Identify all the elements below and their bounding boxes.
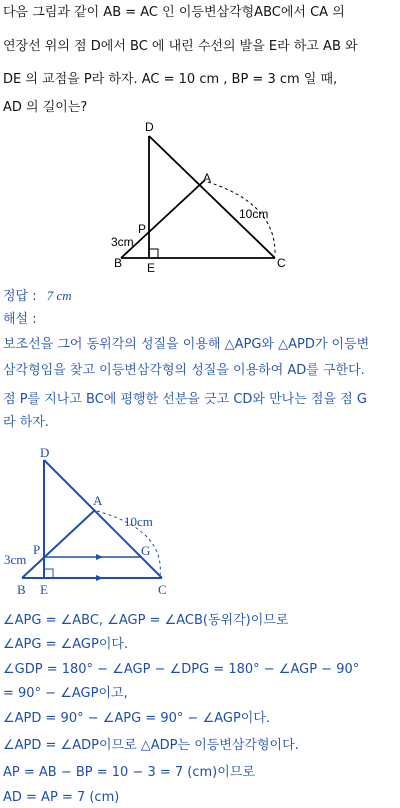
problem-line-3: DE 의 교점을 P라 하자. AC = 10 cm , BP = 3 cm 일 때, — [3, 72, 338, 87]
label-a: A — [203, 171, 212, 185]
answer-line — [3, 288, 72, 305]
step-4: = 90° − ∠AGP이고, — [3, 686, 128, 701]
step-2: ∠APG = ∠AGP이다. — [3, 637, 129, 652]
step-8: AD = AP = 7 (cm) — [3, 790, 120, 805]
figure-1 — [105, 118, 295, 278]
solution-label: 해설 : — [3, 312, 37, 327]
answer-label: 정답 : — [3, 289, 37, 304]
line-dc — [149, 136, 275, 258]
solution-line-4: 라 하자. — [3, 415, 49, 430]
label-e: E — [147, 261, 156, 275]
step-5: ∠APD = 90° − ∠APG = 90° − ∠AGP이다. — [3, 711, 271, 726]
label-b: B — [114, 256, 123, 270]
label-bp-length: 3cm — [4, 552, 27, 567]
label-e: E — [40, 582, 48, 597]
answer-value: 7 cm — [46, 288, 72, 303]
step-1: ∠APG = ∠ABC, ∠AGP = ∠ACB(동위각)이므로 — [3, 613, 289, 628]
step-7: AP = AB − BP = 10 − 3 = 7 (cm)이므로 — [3, 765, 255, 780]
problem-line-1: 다음 그림과 같이 AB = AC 인 이등변삼각형ABC에서 CA 의 — [3, 5, 345, 20]
label-c: C — [277, 256, 286, 270]
label-b: B — [17, 582, 26, 597]
solution-line-3: 점 P를 지나고 BC에 평행한 선분을 긋고 CD와 만나는 점을 점 G — [3, 392, 367, 407]
right-angle-mark — [149, 249, 158, 258]
step-3: ∠GDP = 180° − ∠AGP − ∠DPG = 180° − ∠AGP − 90° — [3, 662, 360, 677]
right-angle-mark — [44, 569, 53, 578]
solution-line-1: 보조선을 그어 동위각의 성질을 이용해 △APG와 △APD가 이등변 — [3, 337, 370, 352]
label-bp-length: 3cm — [111, 235, 134, 249]
label-ac-length: 10cm — [124, 514, 153, 529]
solution-line-2: 삼각형임을 찾고 이등변삼각형의 성질을 이용하여 AD를 구한다. — [3, 363, 365, 378]
label-d: D — [145, 120, 154, 134]
arrow-pg — [96, 554, 103, 560]
label-a: A — [93, 493, 103, 508]
step-6: ∠APD = ∠ADP이므로 △ADP는 이등변삼각형이다. — [3, 738, 299, 753]
label-ac-length: 10cm — [239, 207, 269, 221]
label-g: G — [141, 543, 151, 558]
arrow-bc — [96, 575, 103, 581]
figure-2 — [0, 440, 200, 600]
problem-line-4: AD 의 길이는? — [3, 100, 88, 115]
label-p: P — [138, 222, 147, 236]
label-c: C — [158, 582, 167, 597]
label-p: P — [33, 542, 41, 557]
label-d: D — [40, 445, 50, 460]
problem-line-2: 연장선 위의 점 D에서 BC 에 내린 수선의 발을 E라 하고 AB 와 — [3, 39, 358, 54]
